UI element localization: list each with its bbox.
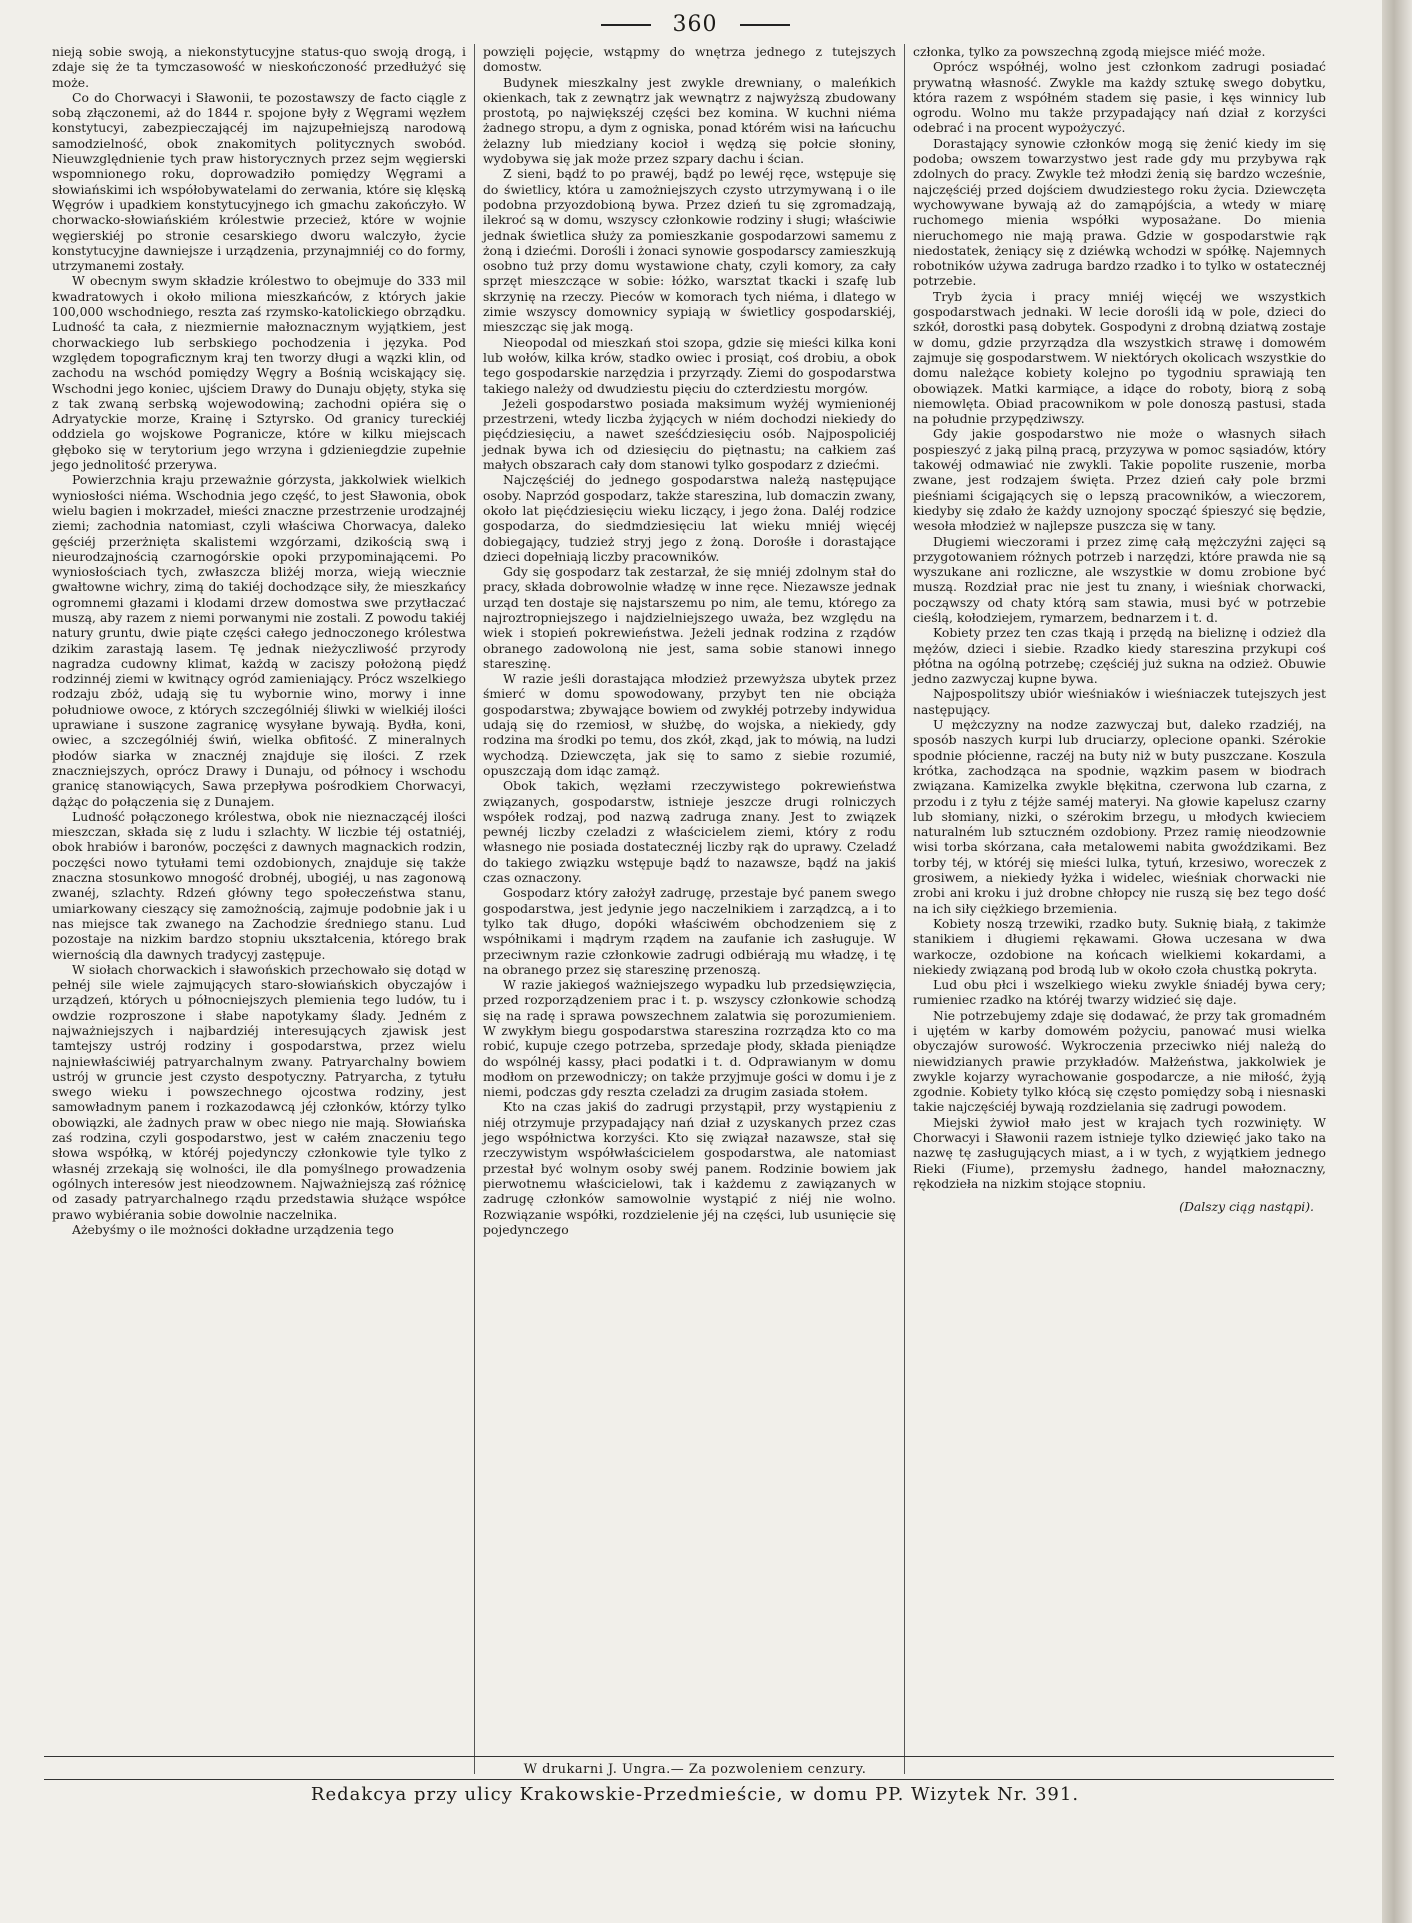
paragraph: W razie jakiegoś ważniejszego wypadku lub przedsięwzięcia, przed rozporządzeniem prac i t. p. wszyscy członkowie schodzą się na radę i sprawa powszechnem zalatwia się porozumieniem. W zwykłym biegu gospodarstwa stareszina rozrządza kto co ma robić, kupuje czego potrzeba, sprzedaje płody, składa pieniądze do wspólnéj kassy, płaci podatki i t. d. Odprawianym w domu modłom on przewodniczy; on także przyjmuje gości w domu i je z niemi, podczas gdy reszta czeladzi za drugim zasiada stołem.: [483, 977, 896, 1100]
paragraph: Gdy jakie gospodarstwo nie może o własnych siłach pospieszyć z jaką pilną pracą, przyzywa w pomoc sąsiadów, który takowéj odmawiać nie zwykli. Takie popolite ruszenie, morba zwane, jest rodzajem święta. Przez dzień cały pole brzmi pieśniami ścigających się o lepszą pracowników, a wieczorem, kiedyby się zdało że każdy uznojony spocząć śpieszyć się będzie, wesoła młodzież w najlepsze puszcza się w tany.: [913, 426, 1326, 534]
header-dash-right: [740, 24, 790, 26]
paragraph: W obecnym swym składzie królestwo to obejmuje do 333 mil kwadratowych i około miliona mieszkańców, z których jakie 100,000 wschodniego, reszta zaś rzymsko-katolickiego obrządku. Ludność ta cała, z niezmiernie małoznacznym wyjątkiem, jest chorwackiego lub serbskiego pochodzenia i języka. Pod względem topograficznym kraj ten tworzy długi a wązki klin, od zachodu na wschód pomiędzy Węgry a Bośnią wciskający się. Wschodni jego koniec, ujściem Drawy do Dunaju objęty, styka się z tak zwaną serbską wojewodowiną; zachodni opiéra się o Adryatyckie morze, Krainę i Sztyrsko. Od granicy tureckiéj oddziela go wojskowe Pogranicze, które w kilku miejscach głęboko się w terytorium jego wrzyna i gdzieniegdzie zupełnie jego jednolitość przerywa.: [52, 273, 466, 473]
paragraph: Co do Chorwacyi i Sławonii, te pozostawszy de facto ciągle z sobą złączonemi, aż do 1844 r. spojone były z Węgrami węzłem konstytucyi, zabezpieczającéj im najzupełniejszą narodową samodzielność, obok znakomitych politycznych swobód. Nieuwzględnienie tych praw historycznych przez sejm węgierski wspomnionego roku, doprowadziło pomiędzy Węgrami a słowiańskimi ich współobywatelami do zerwania, które się klęską Węgrów i upadkiem konstytucyjnego ich gmachu zakończyło. W chorwacko-słowiańskiém królestwie przecież, które w wojnie węgierskiéj po stronie cesarskiego dworu walczyło, życie konstytucyjne dawniejsze i urządzenia, przynajmniéj co do formy, utrzymanemi zostały.: [52, 89, 466, 274]
paragraph: Ażebyśmy o ile możności dokładne urządzenia tego: [72, 1221, 394, 1237]
paragraph: Kobiety przez ten czas tkają i przędą na bieliznę i odzież dla mężów, dzieci i siebie. Rzadko kiedy stareszina przykupi coś płótna na ogólną potrzebę; częściéj już sukna na odzież. Obuwie jedno zazwyczaj kupne bywa.: [913, 625, 1326, 687]
paragraph: Tryb życia i pracy mniéj więcéj we wszystkich gospodarstwach jednaki. W lecie dorośli idą w pole, dzieci do szkół, dorostki pasą dobytek. Gospodyni z drobną dziatwą zostaje w domu, gdzie przyrządza dla wszystkich strawę i domowém zajmuje się gospodarstwem. W niektórych okolicach wszystkie do domu należące kobiety kolejno po tygodniu sprawiają ten obowiązek. Matki karmiące, a idące do roboty, biorą z sobą niemowlęta. Obiad pracownikom w pole donoszą pastusi, stada na południe przypędziwszy.: [913, 288, 1326, 427]
paragraph: Z sieni, bądź to po prawéj, bądź po lewéj ręce, wstępuje się do świetlicy, która u zamożniejszych czysto utrzymywaną i o ile podobna przyozdobioną bywa. Przez dzień tu się zgromadzają, ilekroć są w domu, wszyscy członkowie rodziny i sługi; właściwie jednak świetlica służy za pomieszkanie gospodarzowi samemu z żoną i dziećmi. Dorośli i żonaci synowie gospodarscy zamieszkują osobno tuż przy domu wystawione chaty, czyli komory, za cały sprzęt mieszczące w sobie: łóżko, warsztat tkacki i szafę lub skrzynię na rzeczy. Pieców w komorach tych niéma, i dlatego w zimie wszyscy domownicy sypiają w świetlicy gospodarskiéj, mieszcząc się jak mogą.: [483, 166, 896, 335]
paragraph: Powierzchnia kraju przeważnie górzysta, jakkolwiek wielkich wyniosłości niéma. Wschodnia jego część, to jest Sławonia, obok wielu bagien i mokrzadeł, mieści znaczne przestrzenie urodzajnéj ziemi; zachodnia natomiast, czyli właściwa Chorwacya, daleko gęściéj przerżnięta skalistemi wzgórzami, dzikością swą i nieurodzajnością czarnogórskie opoki przypominającemi. Po wyniosłościach tych, zwłaszcza bliżéj morza, wieją wiecznie gwałtowne wichry, zimą do takiéj dochodzące siły, że mieszkańcy ogromnemi głazami i klodami drzew domostwa swe przytłaczać muszą, aby razem z niemi porwanymi nie zostali. Z powodu takiéj natury gruntu, dwie piąte części całego jednoczonego królestwa dzikim zarastają lasem. Tę jednak nieżyczliwość przyrody nagradza cudowny klimat, każdą w zaciszy położoną piędź rodzinnéj ziemi w kwitnący ogród zamieniający. Prócz wszelkiego rodzaju zbóż, udają się tu wybornie wino, morwy i inne południowe owoce, z których szczególniéj śliwki w wielkiéj ilości uprawiane i suszone zagranicę wysyłane bywają. Bydła, koni, owiec, a szczególniéj świń, wielka obfitość. Z mineralnych płodów siarka w znacznéj znajduje się ilości. Z rzek znaczniejszych, oprócz Drawy i Dunaju, od północy i wschodu granicę stanowiących, Sawa przepływa pośrodkiem Chorwacyi, dążąc do połączenia się z Dunajem.: [52, 472, 466, 809]
paragraph: Oprócz współnéj, wolno jest członkom zadrugi posiadać prywatną własność. Zwykle ma każdy sztukę swego dobytku, która razem z współném stadem się pasie, i kęs winnicy lub ogrodu. Wolno mu także przypadający nań dział z korzyści odebrać i na procent wypożyczyć.: [913, 59, 1326, 136]
paragraph: Gospodarz który założył zadrugę, przestaje być panem swego gospodarstwa, jest jedynie jego naczelnikiem i zarządzcą, a i to tylko tak długo, dopóki właściwém obchodzeniem się z współnikami i mądrym rządem na zaufanie ich zasługuje. W przeciwnym razie członkowie zadrugi odbiérają mu władzę, i tę na obranego przez się stareszinę przenoszą.: [483, 885, 896, 977]
paragraph: Najczęściéj do jednego gospodarstwa należą następujące osoby. Naprzód gospodarz, także stareszina, lub domaczin zwany, około lat pięćdziesięciu wieku liczący, i jego żona. Daléj rodzice gospodarza, do siedmdziesięciu lat wieku mniéj więcéj dobiegający, tudzież stryj jego z żoną. Dorośłe i dorastające dzieci dopełniają liczby pracowników.: [483, 472, 896, 564]
continued-note: (Dalszy ciąg nastąpi).: [1179, 1199, 1314, 1215]
page-header: [0, 12, 1390, 37]
paragraph: W razie jeśli dorastająca młodzież przewyższa ubytek przez śmierć w domu spowodowany, przybyt ten nie obciąża gospodarstwa; zbywające bowiem od zwykłéj potrzeby indywidua udają się do rzemiosł, w służbę, do wojska, a niekiedy, gdy rodzina ma środki po temu, dos zkół, zkąd, jak to mówią, na ludzi wychodzą. Dziewczęta, jak się to samo z siebie rozumié, opuszczają dom idąc zamąż.: [483, 671, 896, 778]
text-columns: [44, 44, 1334, 1774]
page-number: 360: [672, 12, 718, 37]
column-3: [904, 44, 1334, 1774]
imprint-rule: [44, 1779, 1334, 1780]
paragraph: Nie potrzebujemy zdaje się dodawać, że przy tak gromadném i ujętém w karby domowém pożyciu, panować musi wielka obyczajów surowość. Wykroczenia przeciwko niéj należą do niewidzianych prawie przykładów. Małżeństwa, jakkolwiek je zwykle kojarzy wyrachowanie gospodarcze, a nie miłość, żyją zgodnie. Kobiety tylko kłócą się często pomiędzy sobą i niesnaski takie najczęściéj bywają rozdzielania się zadrugi powodem.: [913, 1007, 1326, 1115]
paragraph: Obok takich, węzłami rzeczywistego pokrewieństwa związanych, gospodarstw, istnieje jeszcze drugi rolniczych współek rodzaj, pod nazwą zadruga znany. Jest to związek pewnéj liczby czeladzi z właścicielem ziemi, który z rodu własnego nie posiada dostatecznéj liczby rąk do uprawy. Czeladź do takiego związku wstępuje bądź to nazawsze, bądź na jakiś czas oznaczony.: [483, 778, 896, 886]
printer-imprint: W drukarni J. Ungra.— Za pozwoleniem cenzury.: [523, 1762, 867, 1777]
header-dash-left: [601, 24, 651, 26]
paragraph: Kto na czas jakiś do zadrugi przystąpił, przy wystąpieniu z niéj otrzymuje przypadający nań dział z uzyskanych przez czas jego współnictwa korzyści. Kto się związał nazawsze, stał się rzeczywistym współwłaścicielem gospodarstwa, ale natomiast przestał być wolnym osoby swéj panem. Rodzinie bowiem jak pierwotnemu właścicielowi, tak i każdemu z zawiązanych w zadrugę członków samowolnie wystąpić z niéj nie wolno. Rozwiązanie współki, rozdzielenie jéj na części, lub usunięcie się pojedynczego: [483, 1099, 896, 1237]
paragraph: Lud obu płci i wszelkiego wieku zwykle śniadéj bywa cery; rumieniec rzadko na któréj twarzy widzieć się daje.: [913, 977, 1326, 1008]
paragraph: W siołach chorwackich i sławońskich przechowało się dotąd w pełnéj sile wiele zajmujących staro-słowiańskich obyczajów i urządzeń, których u północniejszych plemienia tego ludów, tu i owdzie rozproszone i słabe napotykamy ślady. Jedném z najważniejszych i najbardziéj interesujących zjawisk jest tamtejszy ustrój rodziny i gospodarstwa, przez wielu najniewłaściwiéj patryarchalnym zwany. Patryarchalny bowiem ustrój w gruncie jest czysto despotyczny. Patryarcha, z tytułu swego wieku i powszechnego ojcostwa rodziny, jest samowładnym panem i rozkazodawcą jéj członków, którzy tylko obowiązki, ale żadnych praw w obec niego nie mają. Słowiańska zaś rodzina, czyli gospodarstwo, jest w całém znaczeniu tego słowa współką, w któréj pojedynczy członkowie tyle tylko z własnéj zrzekają się wolności, ile dla pomyślnego prowadzenia ogólnych interesów jest nieodzownem. Najważniejszą zaś różnicę od zasady patryarchalnego rządu przedstawia służące współce prawo wybiérania sobie dowolnie naczelnika.: [52, 961, 466, 1222]
paragraph: Długiemi wieczorami i przez zimę całą mężczyźni zajęci są przygotowaniem różnych potrzeb i narzędzi, które prawda nie są wyszukane ani rozliczne, ale wszystkie w domu zrobione być muszą. Rozdział prac nie jest tu znany, i wieśniak chorwacki, począwszy od chaty którą sam stawia, musi być w potrzebie cieślą, kołodziejem, rymarzem, bednarzem i t. d.: [913, 533, 1326, 625]
paragraph: U mężczyzny na nodze zazwyczaj but, daleko rzadziéj, na sposób naszych kurpi lub druciarzy, oplecione opanki. Szérokie spodnie płócienne, raczéj na buty niż w buty puszczane. Koszula krótka, zachodząca na spodnie, wązkim pasem w biodrach związana. Kamizelka zwykle błękitna, czerwona lub czarna, z przodu i z tyłu z téjże saméj materyi. Na głowie kapelusz czarny lub słomiany, nizki, o szérokim brzegu, u młodych kwieciem naturalném lub sztuczném ozdobiony. Przez ramię nieodzownie wisi torba skórzana, cała metalowemi nabita gwoździkami. Bez torby téj, w któréj się mieści lulka, tytuń, krzesiwo, woreczek z grosiwem, a niekiedy łyżka i widelec, wieśniak chorwacki nie zrobi ani kroku i już drobne chłopcy nie ruszą się bez tego dość na ich siły ciężkiego brzemienia.: [913, 717, 1326, 916]
column-1: [44, 44, 474, 1774]
paragraph: nieją sobie swoją, a niekonstytucyjne status-quo swoją drogą, i zdaje się że ta tymczasowość w nieskończoność przedłużyć się może.: [52, 44, 466, 90]
paragraph: Miejski żywioł mało jest w krajach tych rozwinięty. W Chorwacyi i Sławonii razem istnieje tylko dziewięć jako tako na nazwę tę zasługujących miast, a i w tych, z wyjątkiem jednego Rieki (Fiume), przemysłu żadnego, handel małoznaczny, rękodzieła na nizkim stojące stopniu.: [913, 1114, 1326, 1191]
paragraph: Ludność połączonego królestwa, obok nie nieznaczącéj ilości mieszczan, składa się z ludu i szlachty. W liczbie téj ostatniéj, obok hrabiów i baronów, poczęści z dawnych magnackich rodzin, poczęści nowo tytułami temi ozdobionych, znajduje się także znaczna stosunkowo mnogość drobnéj, ubogiéj, u nas zagonową zwanéj, szlachty. Rdzeń główny tego społeczeństwa stanu, umiarkowany cieszący się zamożnością, zajmuje podobnie jak i u nas miejsce tak zwanego na Zachodzie średniego stanu. Lud pozostaje na nizkim bardzo stopniu ukształcenia, którego brak wiernością dla dawnych tradycyj zastępuje.: [52, 808, 466, 962]
paragraph: Kobiety noszą trzewiki, rzadko buty. Suknię białą, z takimże stanikiem i długiemi rękawami. Głowa uczesana w dwa warkocze, ozdobione na końcach wielkiemi kokardami, a niekiedy związaną pod brodą lub w około czoła chustką pokryta.: [913, 915, 1326, 977]
binding-gutter: [1382, 0, 1412, 1923]
paragraph: członka, tylko za powszechną zgodą miejsce miéć może.: [913, 44, 1266, 59]
paragraph: Nieopodal od mieszkań stoi szopa, gdzie się mieści kilka koni lub wołów, kilka krów, stadko owiec i prosiąt, coś drobiu, a obok tego gospodarskie narzędzia i przyrządy. Ziemi do gospodarstwa takiego należy od dwudziestu pięciu do czterdziestu morgów.: [483, 334, 896, 396]
column-2: [474, 44, 904, 1774]
paragraph: Gdy się gospodarz tak zestarzał, że się mniéj zdolnym stał do pracy, składa dobrowolnie władzę w inne ręce. Niezawsze jednak urząd ten dostaje się najstarszemu po nim, ale temu, którego za najroztropniejszego i najdzielniejszego uważa, bez względu na wiek i stopień pokrewieństwa. Jeżeli jednak rodzina z rządów obranego zadowoloną nie jest, sama sobie stanowi innego stareszinę.: [483, 564, 896, 671]
paragraph: Najpospolitszy ubiór wieśniaków i wieśniaczek tutejszych jest następujący.: [913, 686, 1326, 717]
bottom-rule: [44, 1756, 1334, 1757]
paragraph: Dorastający synowie członków mogą się żenić kiedy im się podoba; owszem towarzystwo jest rade gdy mu przybywa rąk zdolnych do pracy. Zwykle też młodzi żenią się bardzo wcześnie, najczęściéj przed dojściem dwudziestego roku życia. Dziewczęta wychowywane bywają aż do zamąpójścia, a wtedy w miarę ruchomego mienia współki wyposażane. Do mienia nieruchomego nie mają prawa. Gdzie w gospodarstwie rąk niedostatek, żeniący się z dziéwką wchodzi w spółkę. Najemnych robotników używa zadruga bardzo rzadko i to tylko w ostatecznéj potrzebie.: [913, 135, 1326, 289]
paragraph: Jeżeli gospodarstwo posiada maksimum wyżéj wymienionéj przestrzeni, wtedy liczba żyjących w niém dochodzi niekiedy do pięćdziesięciu, a nawet sześćdziesięciu osób. Najpospoliciéj jednak bywa ich od dziesięciu do piętnastu; na całkiem zaś małych obszarach cały dom stanowi tylko gospodarz z dziećmi.: [483, 395, 896, 473]
paragraph: powzięli pojęcie, wstąpmy do wnętrza jednego z tutejszych domostw.: [483, 44, 896, 75]
paragraph: Budynek mieszkalny jest zwykle drewniany, o maleńkich okienkach, tak z zewnątrz jak wewnątrz z najwyższą zbudowany prostotą, po największéj części bez komina. W kuchni niéma żadnego stropu, a dym z ogniska, ponad którém wisi na łańcuchu żelazny lub miedziany kocioł i wędzą się połcie słoniny, wydobywa się jak może przez szpary dachu i ścian.: [483, 74, 896, 167]
editorial-office: Redakcya przy ulicy Krakowskie-Przedmieście, w domu PP. Wizytek Nr. 391.: [310, 1784, 1080, 1805]
